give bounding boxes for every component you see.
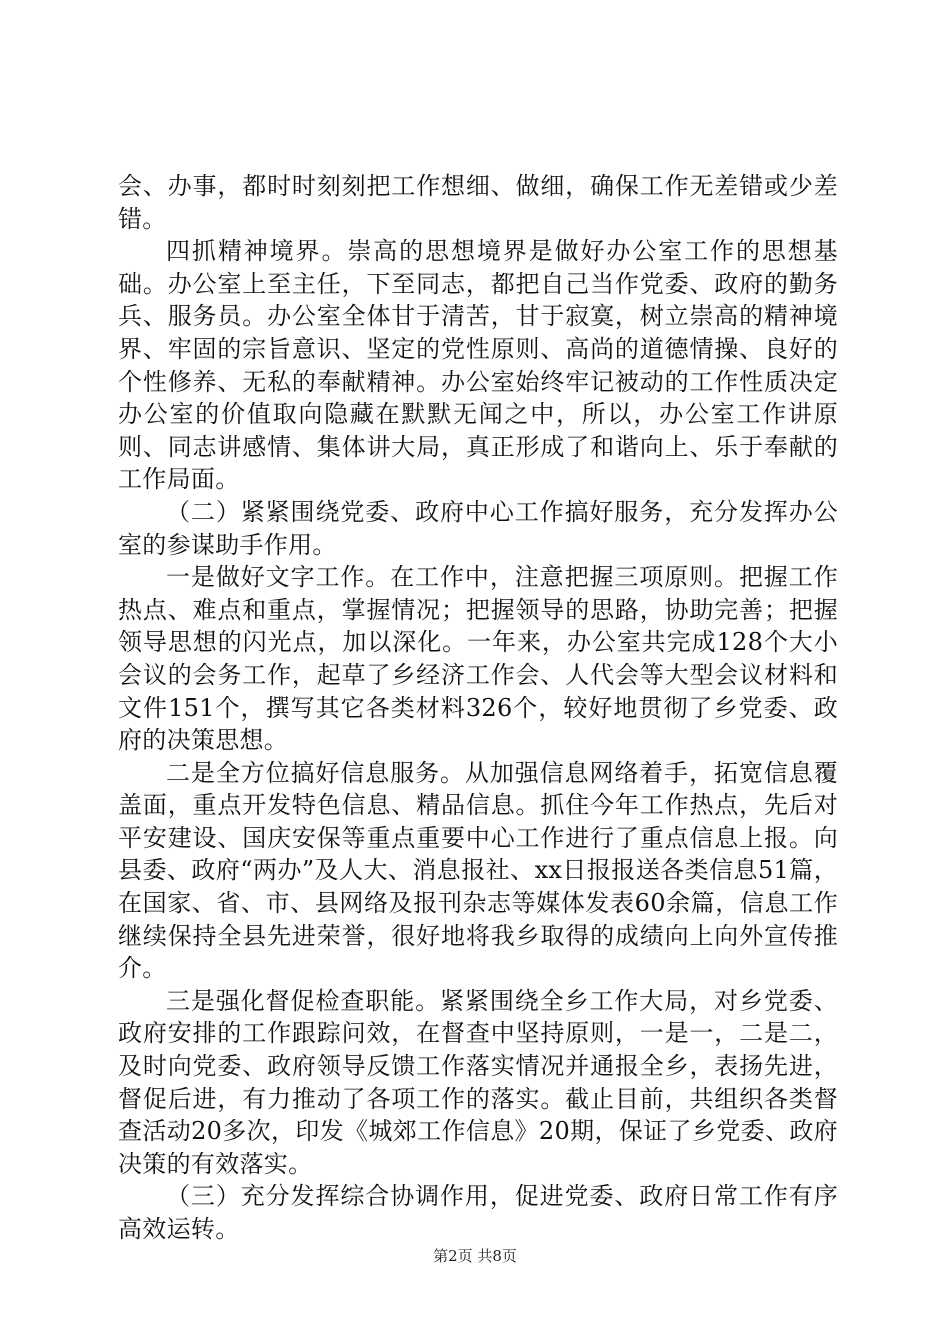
paragraph-1: 会、办事，都时时刻刻把工作想细、做细，确保工作无差错或少差错。 xyxy=(118,172,838,233)
paragraph-3: （二）紧紧围绕党委、政府中心工作搞好服务，充分发挥办公室的参谋助手作用。 xyxy=(118,497,838,559)
paragraph-5: 二是全方位搞好信息服务。从加强信息网络着手，拓宽信息覆盖面，重点开发特色信息、精品信息。抓住今年工作热点，先后对平安建设、国庆安保等重点重要中心工作进行了重点信息上报。向县委、政府“两办”及人大、消息报社、xx日报报送各类信息51篇，在国家、省、市、县网络及报刊杂志等媒体发表60余篇，信息工作继续保持全县先进荣誉，很好地将我乡取得的成绩向上向外宣传推介。 xyxy=(118,758,838,983)
paragraph-4: 一是做好文字工作。在工作中，注意把握三项原则。把握工作热点、难点和重点，掌握情况；把握领导的思路，协助完善；把握领导思想的闪光点，加以深化。一年来，办公室共完成128个大小会议的会务工作，起草了乡经济工作会、人代会等大型会议材料和文件151个，撰写其它各类材料326个，较好地贯彻了乡党委、政府的决策思想。 xyxy=(118,563,838,755)
page-number-footer: 第2页 共8页 xyxy=(433,1247,517,1265)
paragraph-2: 四抓精神境界。崇高的思想境界是做好办公室工作的思想基础。办公室上至主任，下至同志，都把自己当作党委、政府的勤务兵、服务员。办公室全体甘于清苦，甘于寂寞，树立崇高的精神境界、牢固的宗旨意识、坚定的党性原则、高尚的道德情操、良好的个性修养、无私的奉献精神。办公室始终牢记被动的工作性质决定办公室的价值取向隐藏在默默无闻之中，所以，办公室工作讲原则、同志讲感情、集体讲大局，真正形成了和谐向上、乐于奉献的工作局面。 xyxy=(118,237,838,494)
paragraph-6: 三是强化督促检查职能。紧紧围绕全乡工作大局，对乡党委、政府安排的工作跟踪问效，在督查中坚持原则，一是一，二是二，及时向党委、政府领导反馈工作落实情况并通报全乡，表扬先进，督促后进，有力推动了各项工作的落实。截止目前，共组织各类督查活动20多次，印发《城郊工作信息》20期，保证了乡党委、政府决策的有效落实。 xyxy=(118,986,838,1178)
paragraph-7: （三）充分发挥综合协调作用，促进党委、政府日常工作有序高效运转。 xyxy=(118,1182,838,1243)
document-body xyxy=(118,170,838,1246)
